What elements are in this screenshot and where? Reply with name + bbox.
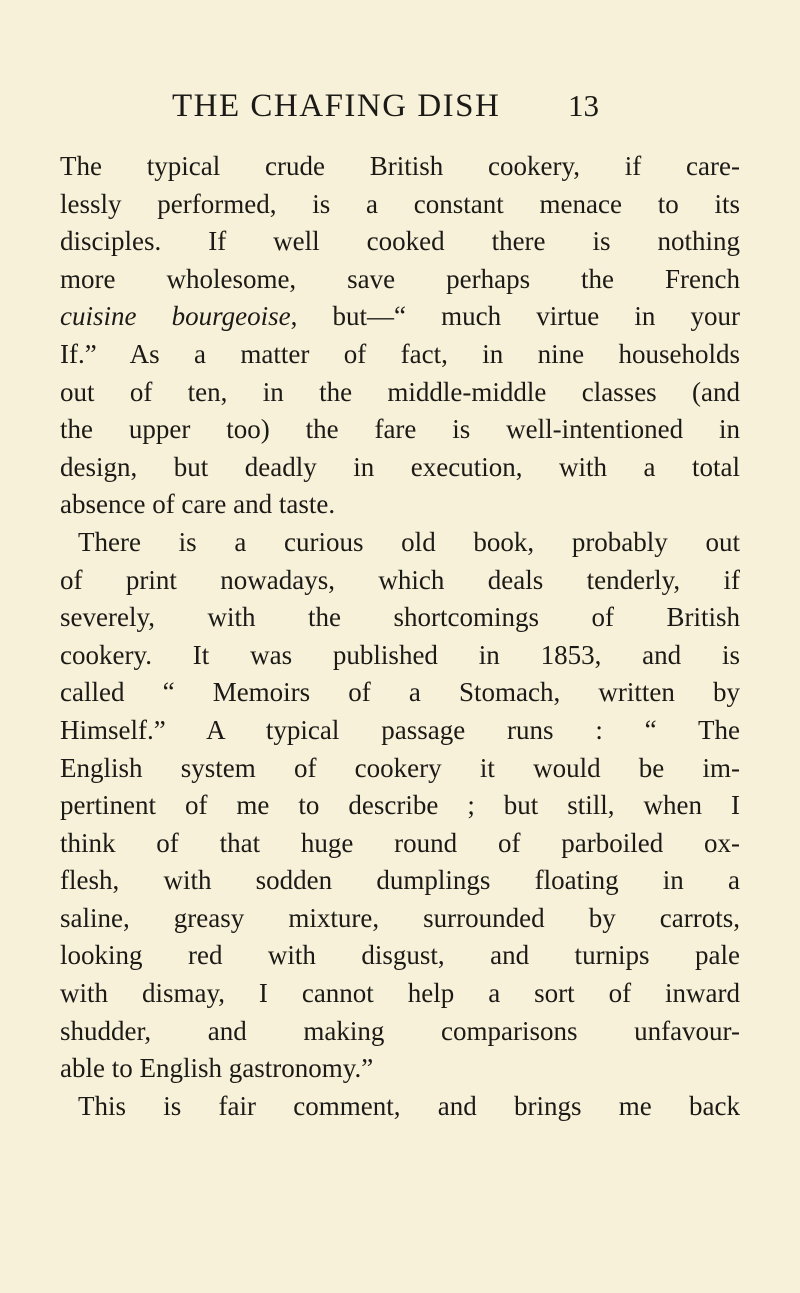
- text-line: The typical crude British cookery, if care-: [60, 151, 740, 181]
- text-line: called “ Memoirs of a Stomach, written by: [60, 677, 740, 708]
- text-line: absence of care and taste.: [60, 489, 336, 520]
- text-line: cookery. It was published in 1853, and is: [60, 639, 740, 670]
- text-line: There is a curious old book, probably out: [78, 526, 740, 557]
- text-line: more wholesome, save perhaps the French: [60, 263, 740, 294]
- text-line: disciples. If well cooked there is nothing: [60, 226, 740, 257]
- text-line: out of ten, in the middle-middle classes (and: [60, 376, 740, 407]
- text-line: looking red with disgust, and turnips pale: [60, 940, 740, 971]
- text-line: severely, with the shortcomings of British: [60, 602, 740, 633]
- page-number: 13: [568, 88, 599, 123]
- text-line: This is fair comment, and brings me back: [78, 1090, 740, 1121]
- text-line: think of that huge round of parboiled ox-: [60, 827, 740, 858]
- text-line: with dismay, I cannot help a sort of inward: [60, 978, 740, 1009]
- text-line: lessly performed, is a constant menace to its: [60, 188, 740, 219]
- text-line: saline, greasy mixture, surrounded by carrots,: [60, 902, 740, 933]
- running-title: THE CHAFING DISH: [172, 88, 501, 124]
- text-line: English system of cookery it would be im-: [60, 752, 740, 783]
- italic-phrase: cuisine bourgeoise: [60, 301, 291, 332]
- text-line: flesh, with sodden dumplings floating in a: [60, 865, 740, 896]
- running-head: [0, 86, 800, 126]
- text-line: shudder, and making comparisons unfavour-: [60, 1015, 740, 1046]
- body-text: [60, 148, 740, 1125]
- text-line: design, but deadly in execution, with a total: [60, 451, 740, 482]
- text-line: If.” As a matter of fact, in nine households: [60, 338, 740, 369]
- text-line: Himself.” A typical passage runs : “ The: [60, 714, 740, 745]
- text-line: [60, 298, 740, 336]
- text-line: able to English gastronomy.”: [60, 1053, 374, 1084]
- text-line-rest: , but—“ much virtue in your: [290, 301, 740, 332]
- text-line: the upper too) the fare is well-intentioned in: [60, 414, 740, 445]
- text-line: of print nowadays, which deals tenderly, if: [60, 564, 740, 595]
- text-line: pertinent of me to describe ; but still, when I: [60, 790, 740, 821]
